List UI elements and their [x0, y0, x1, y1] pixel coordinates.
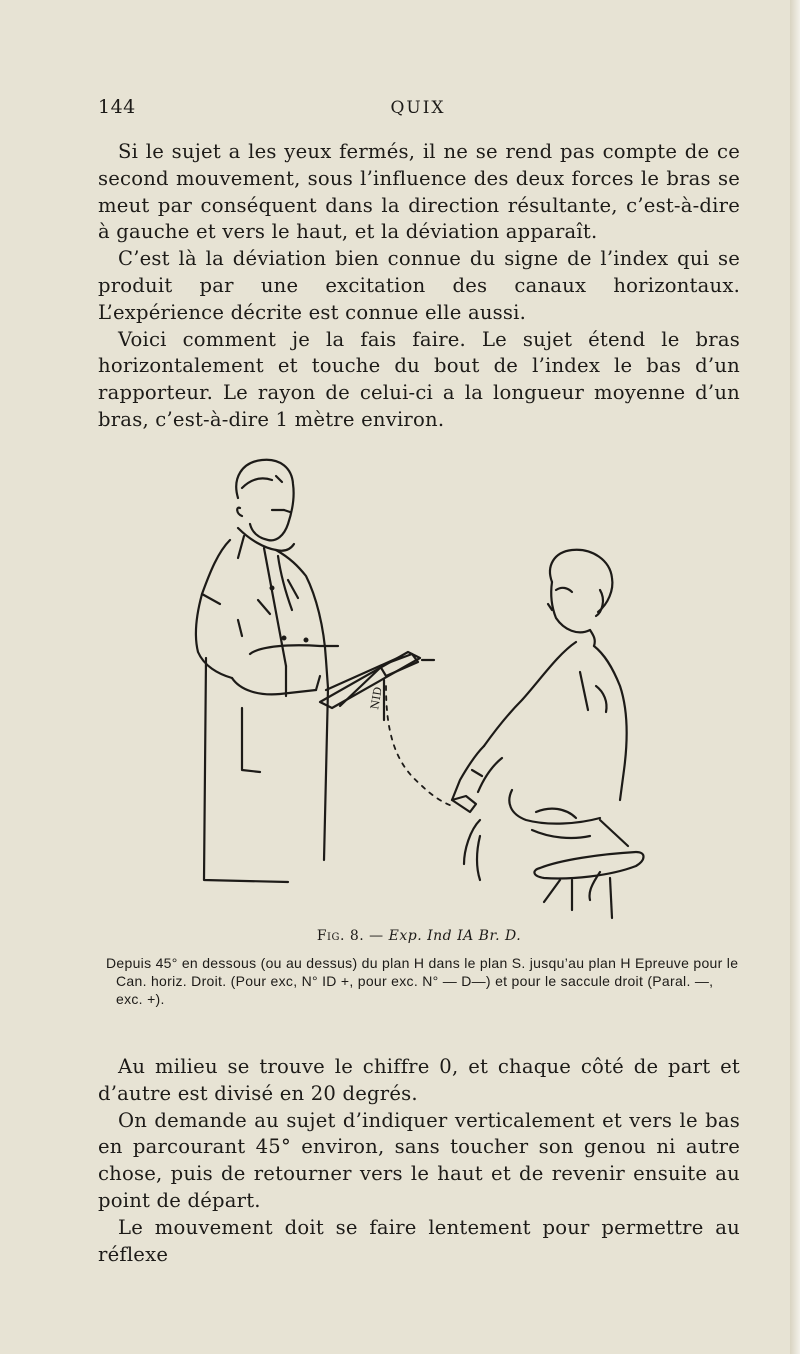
examiner-figure: [196, 460, 338, 882]
paragraph: Voici comment je la fais faire. Le sujet étend le bras horizontalement et touche du bout de l’index le bas d’un rapporteur. Le rayon de celui-ci a la longueur moyenne d’un bras, c’est-à-dire 1 mètre environ.: [98, 327, 740, 431]
legend-text: Depuis 45° en dessous (ou au dessus) du plan H dans le plan S. jusqu’au plan H Epreuve pour le Can. horiz. Droit. (Pour exc, N° ID +, pour exc. N° — D—) et pour le saccule droit (Paral. —, exc. +).: [106, 955, 739, 1007]
protractor: [320, 652, 434, 720]
subject-figure: [452, 550, 644, 918]
paragraph: Le mouvement doit se faire lentement pour permettre au réflexe: [98, 1215, 740, 1266]
figure-title: Exp. Ind IA Br. D.: [388, 928, 522, 944]
figure-label: Fig. 8.: [316, 928, 365, 944]
figure-legend: [106, 954, 740, 1008]
paragraph: On demande au sujet d’indiquer verticalement et vers le bas en parcourant 45° environ, sans toucher son genou ni autre chose, puis de retourner vers le haut et de revenir ensuite au point de départ.: [98, 1108, 740, 1212]
paragraph: C’est là la déviation bien connue du signe de l’index qui se produit par une excitation des canaux horizontaux. L’expérience décrite est connue elle aussi.: [98, 247, 740, 324]
page-number: 144: [98, 96, 136, 118]
figure-illustration: [180, 440, 650, 920]
top-text-block: [98, 139, 740, 434]
page-edge: [790, 0, 800, 1354]
caption-dash: —: [364, 928, 389, 944]
arc-path: [386, 686, 452, 806]
paragraph: Au milieu se trouve le chiffre 0, et chaque côté de part et d’autre est divisé en 20 degrés.: [98, 1055, 740, 1105]
line-drawing: [180, 440, 650, 920]
bottom-text-block: [98, 1054, 740, 1268]
paragraph: Si le sujet a les yeux fermés, il ne se rend pas compte de ce second mouvement, sous l’influence des deux forces le bras se meut par conséquent dans la direction résultante, c’est-à-dire à gauche et vers le haut, et la déviation apparaît.: [98, 140, 740, 244]
svg-text:NID: NID: [368, 685, 385, 711]
figure-caption: [98, 928, 740, 944]
running-head: QUIX: [390, 98, 446, 118]
page-header: [98, 96, 738, 126]
